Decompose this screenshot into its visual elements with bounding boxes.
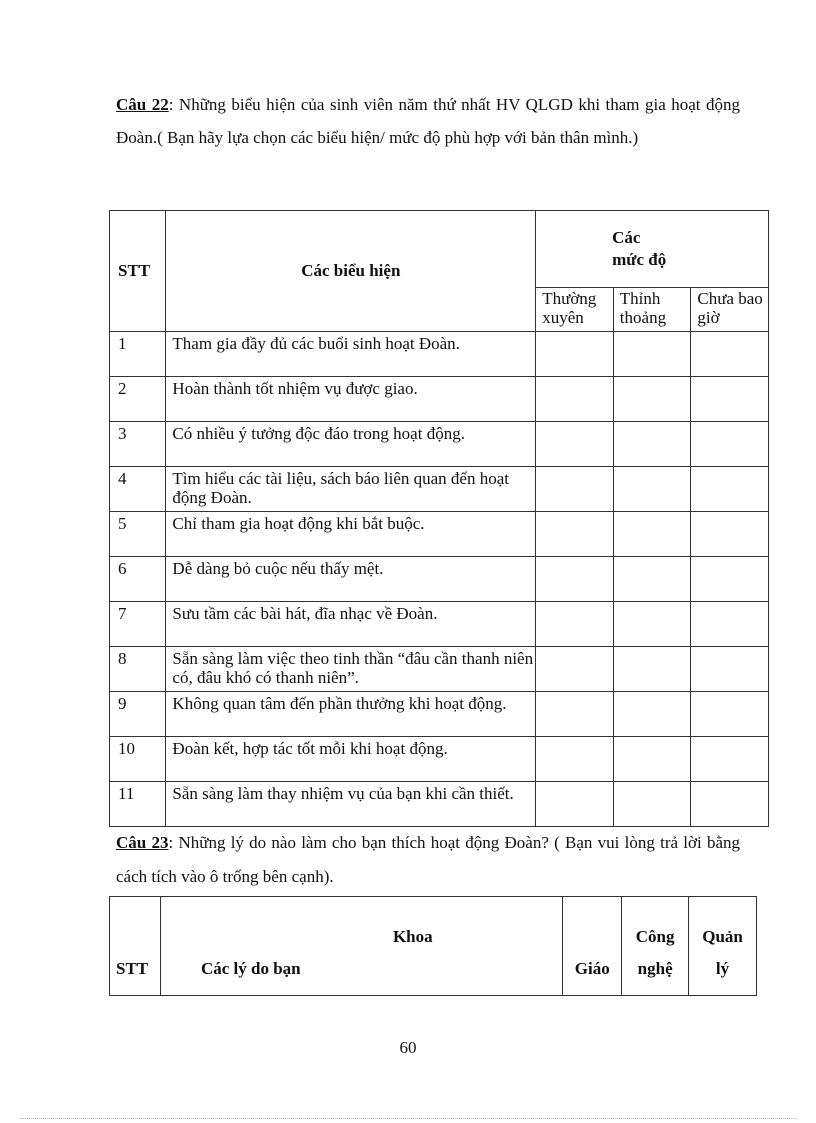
checkbox-cell[interactable]: [613, 647, 691, 692]
header-level-never: Chưa bao giờ: [691, 288, 769, 332]
row-description: Tìm hiểu các tài liệu, sách báo liên quan đến hoạt động Đoàn.: [166, 467, 536, 512]
checkbox-cell[interactable]: [613, 332, 691, 377]
checkbox-cell[interactable]: [613, 467, 691, 512]
table-row: [110, 602, 769, 647]
header-management-line2: lý: [715, 959, 730, 978]
header-faculty: Khoa: [392, 927, 433, 946]
row-description: Dễ dàng bỏ cuộc nếu thấy mệt.: [166, 557, 536, 602]
checkbox-cell[interactable]: [536, 512, 614, 557]
row-description: Chỉ tham gia hoạt động khi bắt buộc.: [166, 512, 536, 557]
checkbox-cell[interactable]: [691, 782, 769, 827]
row-description: Tham gia đầy đủ các buổi sinh hoạt Đoàn.: [166, 332, 536, 377]
row-description: Hoàn thành tốt nhiệm vụ được giao.: [166, 377, 536, 422]
header-stt: STT: [110, 211, 166, 332]
row-stt: 1: [110, 332, 166, 377]
header-levels: [536, 211, 769, 288]
page-bottom-border: [20, 1118, 796, 1119]
header-management: [689, 897, 757, 996]
row-stt: 10: [110, 737, 166, 782]
header-management-line1: Quản: [702, 927, 743, 946]
header-levels-line1: Các: [612, 228, 641, 247]
table-header-row: [110, 211, 769, 288]
table-expressions: [109, 210, 769, 827]
row-stt: 3: [110, 422, 166, 467]
question-23-label: Câu 23: [116, 833, 169, 852]
checkbox-cell[interactable]: [613, 512, 691, 557]
row-stt: 4: [110, 467, 166, 512]
checkbox-cell[interactable]: [536, 782, 614, 827]
checkbox-cell[interactable]: [691, 332, 769, 377]
checkbox-cell[interactable]: [536, 557, 614, 602]
row-stt: 5: [110, 512, 166, 557]
checkbox-cell[interactable]: [536, 377, 614, 422]
checkbox-cell[interactable]: [536, 692, 614, 737]
checkbox-cell[interactable]: [536, 422, 614, 467]
row-description: Sưu tầm các bài hát, đĩa nhạc về Đoàn.: [166, 602, 536, 647]
checkbox-cell[interactable]: [613, 737, 691, 782]
question-23: [116, 826, 740, 894]
checkbox-cell[interactable]: [691, 647, 769, 692]
table-row: [110, 782, 769, 827]
checkbox-cell[interactable]: [613, 782, 691, 827]
row-stt: 11: [110, 782, 166, 827]
question-22-label: Câu 22: [116, 95, 169, 114]
checkbox-cell[interactable]: [691, 422, 769, 467]
header-stt: STT: [110, 897, 161, 996]
checkbox-cell[interactable]: [613, 602, 691, 647]
checkbox-cell[interactable]: [536, 332, 614, 377]
header-reasons-text: Các lý do bạn: [200, 959, 301, 978]
row-description: Không quan tâm đến phần thưởng khi hoạt động.: [166, 692, 536, 737]
row-stt: 6: [110, 557, 166, 602]
row-description: Sẵn sàng làm thay nhiệm vụ của bạn khi cần thiết.: [166, 782, 536, 827]
header-education-text: Giáo: [574, 959, 610, 978]
table-row: [110, 377, 769, 422]
header-technology: [622, 897, 689, 996]
checkbox-cell[interactable]: [691, 377, 769, 422]
row-stt: 9: [110, 692, 166, 737]
checkbox-cell[interactable]: [613, 692, 691, 737]
table-row: [110, 512, 769, 557]
checkbox-cell[interactable]: [691, 557, 769, 602]
table-row: [110, 467, 769, 512]
checkbox-cell[interactable]: [691, 602, 769, 647]
question-22: [116, 88, 740, 154]
checkbox-cell[interactable]: [691, 692, 769, 737]
checkbox-cell[interactable]: [536, 737, 614, 782]
table-reasons: [109, 896, 757, 996]
checkbox-cell[interactable]: [613, 422, 691, 467]
table-row: [110, 422, 769, 467]
page-number: 60: [399, 1038, 417, 1057]
header-level-sometimes: Thỉnh thoảng: [613, 288, 691, 332]
table-header-row: [110, 897, 757, 996]
table-row: [110, 692, 769, 737]
checkbox-cell[interactable]: [536, 647, 614, 692]
row-stt: 2: [110, 377, 166, 422]
row-description: Sẵn sàng làm việc theo tinh thần “đâu cần thanh niên có, đâu khó có thanh niên”.: [166, 647, 536, 692]
header-technology-line2: nghệ: [637, 959, 673, 978]
checkbox-cell[interactable]: [691, 467, 769, 512]
row-description: Đoàn kết, hợp tác tốt mỗi khi hoạt động.: [166, 737, 536, 782]
checkbox-cell[interactable]: [691, 737, 769, 782]
checkbox-cell[interactable]: [536, 467, 614, 512]
header-description: Các biểu hiện: [166, 211, 536, 332]
checkbox-cell[interactable]: [536, 602, 614, 647]
checkbox-cell[interactable]: [691, 512, 769, 557]
table-row: [110, 332, 769, 377]
table-row: [110, 647, 769, 692]
row-stt: 7: [110, 602, 166, 647]
checkbox-cell[interactable]: [613, 377, 691, 422]
row-stt: 8: [110, 647, 166, 692]
checkbox-cell[interactable]: [613, 557, 691, 602]
row-description: Có nhiều ý tưởng độc đáo trong hoạt động.: [166, 422, 536, 467]
header-technology-line1: Công: [635, 927, 675, 946]
table-row: [110, 557, 769, 602]
table-row: [110, 737, 769, 782]
question-23-text: : Những lý do nào làm cho bạn thích hoạt động Đoàn? ( Bạn vui lòng trả lời bằng cách tích vào ô trống bên cạnh).: [116, 833, 740, 886]
header-reasons: [160, 897, 562, 996]
header-levels-line2: mức độ: [612, 250, 667, 269]
question-22-text: : Những biểu hiện của sinh viên năm thứ nhất HV QLGD khi tham gia hoạt động Đoàn.( Bạn hãy lựa chọn các biểu hiện/ mức độ phù hợp với bản thân mình.): [116, 95, 741, 147]
header-level-often: Thường xuyên: [536, 288, 614, 332]
header-education: [563, 897, 622, 996]
